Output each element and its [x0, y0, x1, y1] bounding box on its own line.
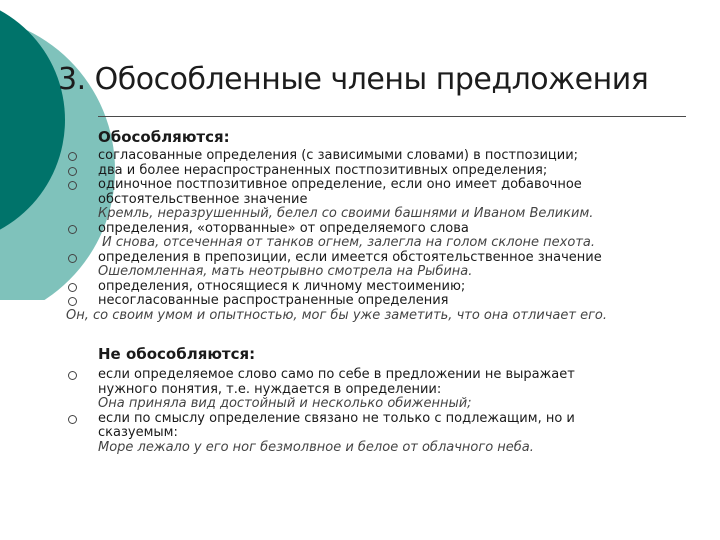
list-item-continuation: сказуемым:	[98, 425, 178, 440]
circle-bullet-icon	[68, 415, 77, 424]
list-item: несогласованные распространенные определения	[66, 294, 686, 309]
list-item-continuation: обстоятельственное значение	[98, 191, 308, 207]
example-sentence: Кремль, неразрушенный, белел со своими башнями и Иваном Великим.	[98, 206, 594, 221]
circle-bullet-icon	[68, 297, 77, 306]
section-heading-not-isolated: Не обособляются:	[98, 345, 256, 363]
list-item: согласованные определения (с зависимыми словами) в постпозиции;	[66, 149, 686, 164]
circle-bullet-icon	[68, 283, 77, 292]
circle-bullet-icon	[68, 152, 77, 161]
example-sentence: Море лежало у его ног безмолвное и белое от облачного неба.	[98, 439, 534, 455]
circle-bullet-icon	[68, 371, 77, 380]
list-item: два и более нераспространенных постпозитивных определения;	[66, 164, 686, 179]
list-item-continuation: нужного понятия, т.е. нуждается в определении:	[98, 381, 442, 397]
circle-bullet-icon	[68, 254, 77, 263]
circle-bullet-icon	[68, 225, 77, 234]
example-sentence: Она приняла вид достойный и несколько обиженный;	[98, 396, 472, 411]
example-sentence: Ошеломленная, мать неотрывно смотрела на Рыбина.	[98, 264, 473, 279]
slide-content	[66, 128, 686, 455]
list-item: определения, относящиеся к личному местоимению;	[66, 280, 686, 295]
title-underline	[98, 116, 686, 117]
example-sentence: И снова, отсеченная от танков огнем, залегла на голом склоне пехота.	[102, 235, 595, 250]
slide-title: 3. Обособленные члены предложения	[58, 62, 649, 97]
circle-bullet-icon	[68, 167, 77, 176]
circle-bullet-icon	[68, 181, 77, 190]
list-item: если по смыслу определение связано не только с подлежащим, но и	[66, 412, 686, 427]
example-sentence: Он, со своим умом и опытностью, мог бы уже заметить, что она отличает его.	[66, 307, 608, 323]
list-item: если определяемое слово само по себе в предложении не выражает	[66, 368, 686, 383]
list-item: определения, «оторванные» от определяемого слова	[66, 222, 686, 237]
list-item: одиночное постпозитивное определение, если оно имеет добавочное	[66, 178, 686, 193]
section-heading-isolated: Обособляются:	[98, 128, 230, 146]
list-item: определения в препозиции, если имеется обстоятельственное значение	[66, 251, 686, 266]
